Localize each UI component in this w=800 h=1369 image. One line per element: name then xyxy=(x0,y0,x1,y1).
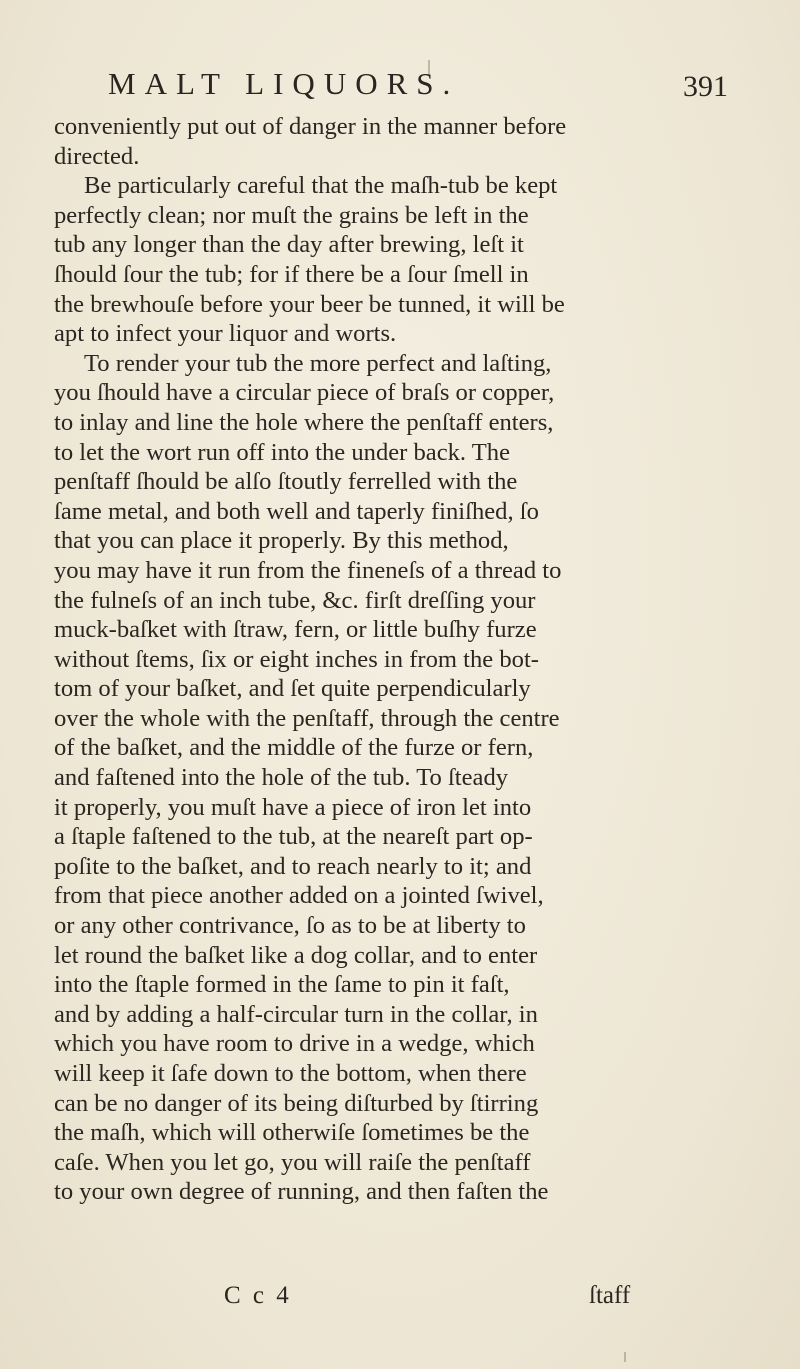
signature-mark: C c 4 xyxy=(224,1282,292,1309)
text-line: or any other contrivance, ſo as to be at liberty to xyxy=(54,912,526,940)
text-line: can be no danger of its being diſturbed by ſtirring xyxy=(54,1089,539,1117)
text-line: from that piece another added on a jointed ſwivel, xyxy=(54,882,544,910)
text-line: into the ſtaple formed in the ſame to pin it faſt, xyxy=(54,971,510,999)
text-line: To render your tub the more perfect and laſting, xyxy=(84,349,552,377)
page-number: 391 xyxy=(683,70,728,103)
ink-speck xyxy=(624,1352,626,1362)
text-line: perfectly clean; nor muſt the grains be left in the xyxy=(54,201,529,229)
catchword: ſtaff xyxy=(589,1282,631,1309)
text-line: over the whole with the penſtaff, through the centre xyxy=(54,704,560,732)
text-line: to inlay and line the hole where the penſtaff enters, xyxy=(54,408,554,436)
text-line: let round the baſket like a dog collar, and to enter xyxy=(54,941,538,969)
text-line: tom of your baſket, and ſet quite perpendicularly xyxy=(54,675,531,703)
text-line: apt to infect your liquor and worts. xyxy=(54,320,397,348)
body-text xyxy=(54,112,722,1207)
text-line: muck-baſket with ſtraw, fern, or little buſhy furze xyxy=(54,616,537,644)
page-footer xyxy=(54,1282,722,1316)
text-line: ſhould ſour the tub; for if there be a ſour ſmell in xyxy=(54,260,529,288)
text-line: and faſtened into the hole of the tub. To ſteady xyxy=(54,764,509,792)
text-line: will keep it ſafe down to the bottom, when there xyxy=(54,1060,527,1087)
text-line: which you have room to drive in a wedge, which xyxy=(54,1030,535,1058)
text-line: of the baſket, and the middle of the furze or fern, xyxy=(54,734,534,762)
text-line: that you can place it properly. By this method, xyxy=(54,527,509,555)
text-line: a ſtaple faſtened to the tub, at the neareſt part op- xyxy=(54,823,533,851)
text-line: you ſhould have a circular piece of braſs or copper, xyxy=(54,379,555,407)
page-header xyxy=(88,66,728,106)
text-line: to your own degree of running, and then faſten the xyxy=(54,1178,549,1206)
text-line: conveniently put out of danger in the manner before xyxy=(54,113,567,140)
text-line: the maſh, which will otherwiſe ſometimes be the xyxy=(54,1119,530,1147)
text-line: directed. xyxy=(54,142,140,170)
text-line: without ſtems, ſix or eight inches in from the bot- xyxy=(54,645,539,673)
text-line: to let the wort run off into the under back. The xyxy=(54,438,511,466)
text-line: and by adding a half-circular turn in the collar, in xyxy=(54,1000,538,1028)
text-line: Be particularly careful that the maſh-tub be kept xyxy=(84,172,558,200)
text-line: caſe. When you let go, you will raiſe the penſtaff xyxy=(54,1148,531,1176)
text-line: the brewhouſe before your beer be tunned, it will be xyxy=(54,290,565,318)
running-head: MALT LIQUORS. xyxy=(108,66,460,101)
text-line: the fulneſs of an inch tube, &c. firſt dreſſing your xyxy=(54,586,536,614)
text-line: you may have it run from the fineneſs of a thread to xyxy=(54,556,562,584)
text-line: poſite to the baſket, and to reach nearly to it; and xyxy=(54,852,532,880)
text-line: penſtaff ſhould be alſo ſtoutly ferrelled with the xyxy=(54,468,518,496)
text-line: ſame metal, and both well and taperly finiſhed, ſo xyxy=(54,497,539,525)
text-line: tub any longer than the day after brewing, leſt it xyxy=(54,231,524,259)
text-line: it properly, you muſt have a piece of iron let into xyxy=(54,793,532,821)
